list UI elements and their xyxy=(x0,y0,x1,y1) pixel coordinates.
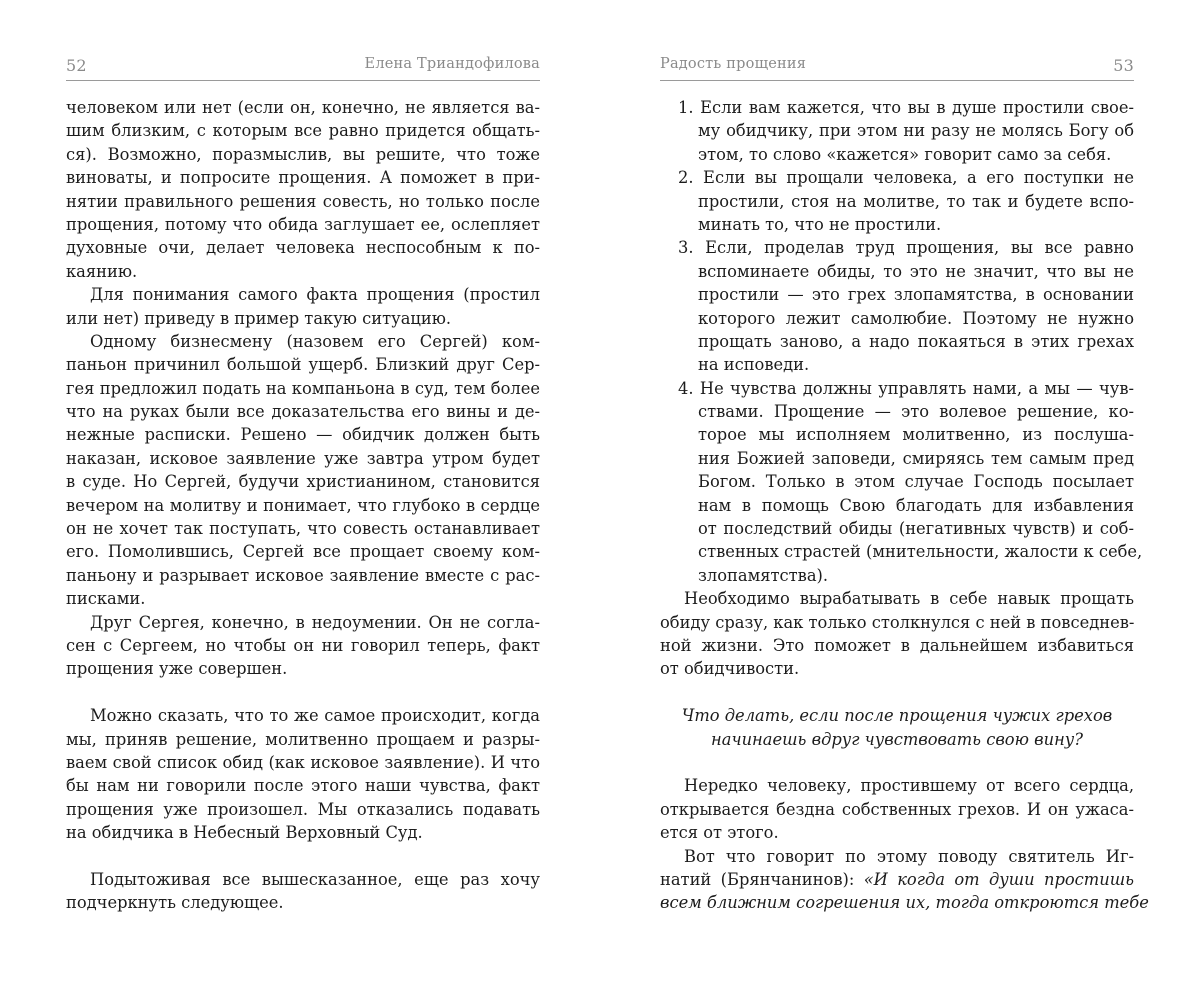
list-item-line: 2. Если вы прощали человека, а его поступки не xyxy=(678,168,1134,188)
text-line: Для понимания самого факта прощения (простил xyxy=(90,285,540,305)
list-item-line: 3. Если, проделав труд прощения, вы все равно xyxy=(678,238,1134,258)
text-line: человеком или нет (если он, конечно, не является ва- xyxy=(66,98,540,117)
text-line: вечером на молитву и понимает, что глубоко в сердце xyxy=(66,495,540,515)
text-line: Друг Сергея, конечно, в недоумении. Он не согла- xyxy=(90,612,540,632)
text-line: подчеркнуть следующее. xyxy=(66,893,284,913)
running-header xyxy=(660,56,1134,80)
running-head-title: Радость прощения xyxy=(660,56,807,72)
text-line: наказан, исковое заявление уже завтра утром будет xyxy=(66,448,540,468)
text-line: Необходимо вырабатывать в себе навык прощать xyxy=(684,589,1134,609)
text-line: гея предложил подать на компаньона в суд, тем более xyxy=(66,378,540,398)
text-line: на обидчика в Небесный Верховный Суд. xyxy=(66,823,423,843)
text-line: ся). Возможно, поразмыслив, вы решите, что тоже xyxy=(66,144,540,164)
text-line: духовные очи, делает человека неспособным к по- xyxy=(66,238,540,258)
section-heading-line: начинаешь вдруг чувствовать свою вину? xyxy=(711,729,1083,749)
text-line: которого лежит самолюбие. Поэтому не нужно xyxy=(698,308,1134,328)
text-line: торое мы исполняем молитвенно, из послуша- xyxy=(698,425,1134,445)
text-line: простили — это грех злопамятства, в основании xyxy=(698,285,1134,305)
text-line: Богом. Только в этом случае Господь посылает xyxy=(698,472,1134,492)
section-heading-line: Что делать, если после прощения чужих грехов xyxy=(681,706,1113,726)
list-item-line: 4. Не чувства должны управлять нами, а мы — чув- xyxy=(678,378,1134,398)
list-item-line: 1. Если вам кажется, что вы в душе простили свое- xyxy=(678,98,1134,117)
text-line: от последствий обиды (негативных чувств) и соб- xyxy=(698,519,1134,539)
text-line: от обидчивости. xyxy=(660,659,800,679)
text-line: виноваты, и попросите прощения. А поможет в при- xyxy=(66,168,540,188)
text-line: Одному бизнесмену (назовем его Сергей) ком- xyxy=(90,331,540,351)
text-line: ственных страстей (мнительности, жалости к себе, xyxy=(698,542,1143,562)
text-line: его. Помолившись, Сергей все прощает своему ком- xyxy=(66,542,540,562)
text-line: простили, стоя на молитве, то так и будете вспо- xyxy=(698,191,1134,211)
text-line: нятии правильного решения совесть, но только после xyxy=(66,191,540,211)
text-line: паньон причинил большой ущерб. Близкий друг Сер- xyxy=(66,355,540,375)
text-line: нежные расписки. Решено — обидчик должен быть xyxy=(66,425,540,445)
text-line: бы нам ни говорили после этого наши чувства, факт xyxy=(66,776,540,796)
text-line: вспоминаете обиды, то это не значит, что вы не xyxy=(698,261,1134,281)
text-line: му обидчику, при этом ни разу не молясь Богу об xyxy=(698,121,1134,141)
text-line: ется от этого. xyxy=(660,823,779,843)
text-line: писками. xyxy=(66,589,146,609)
text-line: прощения, потому что обида заглушает ее, ослепляет xyxy=(66,214,540,234)
running-head-author: Елена Триандофилова xyxy=(364,56,540,72)
text-line: Вот что говорит по этому поводу святитель Иг- xyxy=(684,846,1134,866)
quote-text: «И когда от души простишь xyxy=(863,869,1135,889)
text-line: сен с Сергеем, но чтобы он ни говорил теперь, факт xyxy=(66,635,540,655)
text-line: прощения уже произошел. Мы отказались подавать xyxy=(66,799,540,819)
text-line: всем ближним согрешения их, тогда откроются тебе xyxy=(660,893,1149,913)
text-line: злопамятства). xyxy=(698,565,829,585)
paragraph-spacer xyxy=(66,681,540,704)
text-line: каянию. xyxy=(66,261,138,281)
text-line: ния Божией заповеди, смиряясь тем самым пред xyxy=(698,448,1134,468)
header-rule xyxy=(660,80,1134,81)
text-line: ваем свой список обид (как исковое заявление). И что xyxy=(66,752,540,772)
text-line: ной жизни. Это поможет в дальнейшем избавиться xyxy=(660,635,1134,655)
text-line: что на руках были все доказательства его вины и де- xyxy=(66,402,540,422)
page-number: 52 xyxy=(66,56,87,75)
paragraph-spacer xyxy=(660,681,1134,704)
paragraph-spacer xyxy=(66,845,540,868)
text-line: паньону и разрывает исковое заявление вместе с рас- xyxy=(66,565,540,585)
text-line: или нет) приведу в пример такую ситуацию. xyxy=(66,308,452,328)
page-body xyxy=(66,96,540,915)
text-line: ствами. Прощение — это волевое решение, ко- xyxy=(698,402,1134,422)
text-line: Подытоживая все вышесказанное, еще раз хочу xyxy=(90,869,540,889)
header-rule xyxy=(66,80,540,81)
text-line: прощения уже совершен. xyxy=(66,659,288,679)
text-line: в суде. Но Сергей, будучи христианином, становится xyxy=(66,472,540,492)
text-line: минать то, что не простили. xyxy=(698,214,942,234)
text-line: открывается бездна собственных грехов. И он ужаса- xyxy=(660,799,1134,819)
text-line: прощать заново, а надо покаяться в этих грехах xyxy=(698,331,1134,351)
page-number: 53 xyxy=(1113,56,1134,75)
paragraph-spacer xyxy=(660,751,1134,774)
text-line: шим близким, с которым все равно придется общать- xyxy=(66,121,540,141)
running-header xyxy=(66,56,540,80)
text-line: обиду сразу, как только столкнулся с ней в повседнев- xyxy=(660,612,1135,632)
text-line: нам в помощь Свою благодать для избавления xyxy=(698,495,1134,515)
page-body xyxy=(660,96,1149,915)
text-line: на исповеди. xyxy=(698,355,810,375)
text-line: этом, то слово «кажется» говорит само за себя. xyxy=(698,144,1112,164)
text-line: Можно сказать, что то же самое происходит, когда xyxy=(90,706,540,726)
text-line: натий (Брянчанинов): «И когда от души простишь xyxy=(660,869,1135,889)
text-line: Нередко человеку, простившему от всего сердца, xyxy=(684,776,1134,796)
text-line: он не хочет так поступать, что совесть останавливает xyxy=(66,519,540,539)
text-line: мы, приняв решение, молитвенно прощаем и разры- xyxy=(66,729,540,749)
